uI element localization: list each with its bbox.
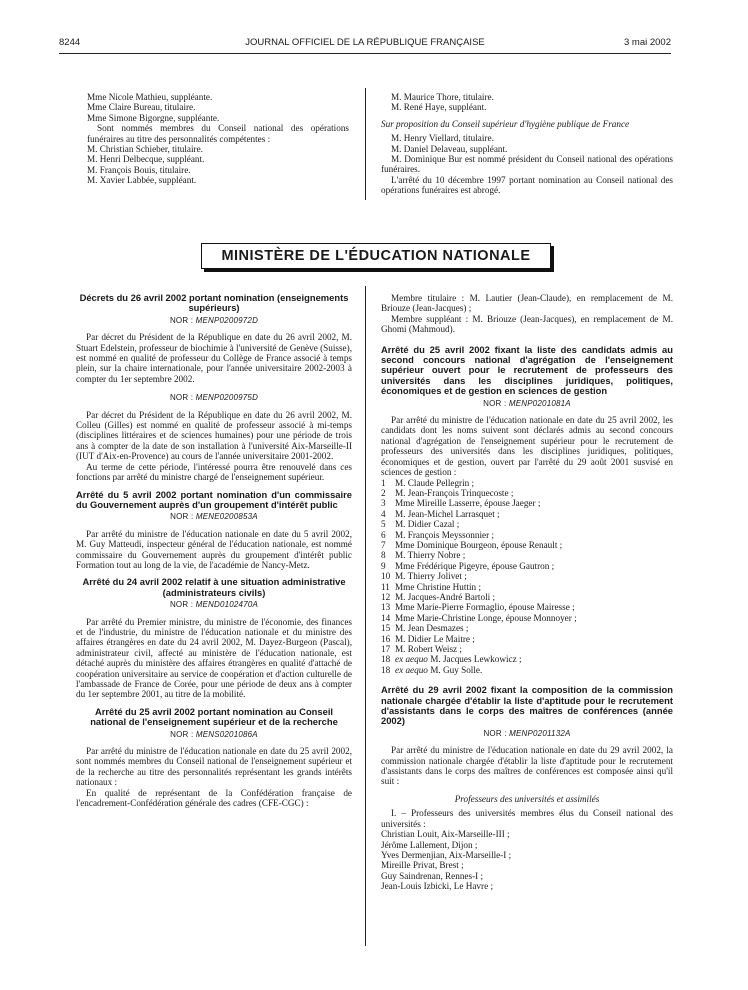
section-title: Décrets du 26 avril 2002 portant nomination (enseignements supérieurs) xyxy=(79,292,349,314)
nor-reference: NOR : MENP0201132A xyxy=(483,728,571,738)
section-title: Arrêté du 25 avril 2002 portant nomination au Conseil national de l'enseignement supérieur et de la recherche xyxy=(90,705,338,728)
list-item: 12 M. Jacques-André Bartoli ; xyxy=(381,591,496,602)
section-title: Arrêté du 24 avril 2002 relatif à une situation administrative (administrateurs civils) xyxy=(82,576,346,598)
list-item: 5 M. Didier Cazal ; xyxy=(381,519,460,530)
list-item: Christian Louit, Aix-Marseille-III ; xyxy=(381,829,510,840)
list-item: 3 Mme Mireille Lasserre, épouse Jaeger ; xyxy=(381,498,541,509)
paragraph: Par arrêté du ministre de l'éducation nationale en date du 29 avril 2002, la commission nationale chargée d'établir la liste d'aptitude pour le recrutement d'assistants dans le corps des maîtres de conférences est composée ainsi qu'il suit : xyxy=(381,745,673,787)
list-item: 4 M. Jean-Michel Larrasquet ; xyxy=(381,508,500,519)
page-number: 8244 xyxy=(59,37,81,48)
section-title: Arrêté du 5 avril 2002 portant nomination d'un commissaire du Gouvernement auprès d'un groupement d'intérêt public xyxy=(76,488,352,510)
list-item: 7 Mme Dominique Bourgeon, épouse Renault ; xyxy=(381,539,563,550)
list-item: 2 M. Jean-François Trinquecoste ; xyxy=(381,487,514,498)
paragraph: Membre titulaire : M. Lautier (Jean-Claude), en remplacement de M. Briouze (Jean-Jacques) ; xyxy=(381,293,673,314)
paragraph: L'arrêté du 10 décembre 1997 portant nomination au Conseil national des opérations funéraires est abrogé. xyxy=(381,174,673,196)
top-left-column xyxy=(87,92,349,186)
list-item: 9 Mme Frédérique Pigeyre, épouse Gautron ; xyxy=(381,560,555,571)
nor-reference: NOR : MENS0201086A xyxy=(170,729,258,739)
column-divider-main xyxy=(365,286,366,946)
list-item: 1 M. Claude Pellegrin ; xyxy=(381,477,475,488)
text-line: M. Maurice Thore, titulaire. xyxy=(391,92,494,102)
top-right-column xyxy=(381,92,673,196)
text-line: M. Henry Viellard, titulaire. xyxy=(391,133,494,144)
nor-reference: NOR : MENP0201081A xyxy=(483,398,571,408)
paragraph: Par arrêté du ministre de l'éducation nationale en date du 5 avril 2002, M. Guy Matteudi, inspecteur général de l'éducation nationale, est nommé commissaire du Gouvernement auprès du groupement d'intérêt public Formation tout au long de la vie, de l'académie de Nancy-Metz. xyxy=(76,528,352,570)
column-divider-top xyxy=(365,88,366,200)
left-column xyxy=(76,293,352,808)
nor-reference: NOR : MENP0200975D xyxy=(169,393,259,403)
text-line: Mme Nicole Mathieu, suppléante. xyxy=(87,92,213,102)
text-line: M. Christian Schieber, titulaire. xyxy=(87,144,203,155)
list-item: 18 ex aequo M. Jacques Lewkowicz ; xyxy=(381,654,522,665)
list-item: 6 M. François Meyssonnier ; xyxy=(381,529,495,540)
list-item: Jean-Louis Izbicki, Le Havre ; xyxy=(381,881,493,892)
list-item: 16 M. Didier Le Maitre ; xyxy=(381,633,475,644)
list-item: 15 M. Jean Desmazes ; xyxy=(381,623,469,634)
list-item: 17 M. Robert Weisz ; xyxy=(381,644,462,654)
nor-reference: NOR : MEND0102470A xyxy=(169,600,259,610)
nor-reference: NOR : MENE0200853A xyxy=(170,512,258,522)
list-item: Jérôme Lallement, Dijon ; xyxy=(381,839,478,850)
list-item: Guy Saindrenan, Rennes-I ; xyxy=(381,870,484,881)
text-line: Mme Simone Bigorgne, suppléante. xyxy=(87,112,220,123)
paragraph: Sont nommés membres du Conseil national des opérations funéraires au titre des personnalités compétentes : xyxy=(87,123,349,144)
text-line: M. René Haye, suppléant. xyxy=(391,102,487,113)
paragraph: Par décret du Président de la République en date du 26 avril 2002, M. Stuart Edelstein, professeur de biochimie à l'université de Genève (Suisse), est nommé en qualité de professeur du Collège de France associé à temps plein, sur la chaire internationale, pour l'année universitaire 2002-2003 à compter du 1er septembre 2002. xyxy=(76,332,352,384)
paragraph: M. Dominique Bur est nommé président du Conseil national des opérations funéraires. xyxy=(381,154,673,175)
text-line: M. Daniel Delaveau, suppléant. xyxy=(391,143,508,154)
section-title: Arrêté du 25 avril 2002 fixant la liste des candidats admis au second concours national d'agrégation de l'enseignement supérieur ouvert pour le recrutement de professeurs des universités dans les disciplines juridiques, politiques, économiques et de gestion en sciences de gestion xyxy=(381,343,673,397)
candidate-list xyxy=(381,478,673,676)
list-item: Yves Dermenjian, Aix-Marseille-I ; xyxy=(381,849,512,860)
list-item: 11 Mme Christine Huttin ; xyxy=(381,581,482,592)
paragraph: Par arrêté du ministre de l'éducation nationale en date du 25 avril 2002, sont nommés membres du Conseil national de l'enseignement supérieur et de la recherche au titre des personnalités représentant les grands intérêts nationaux : xyxy=(76,746,352,788)
text-line: M. François Bouis, titulaire. xyxy=(87,164,191,175)
paragraph: I. – Professeurs des universités membres élus du Conseil national des universités : xyxy=(381,808,673,829)
list-item: 8 M. Thierry Nobre ; xyxy=(381,550,466,561)
text-line: M. Henri Delbecque, suppléant. xyxy=(87,154,205,165)
list-item: 13 Mme Marie-Pierre Formaglio, épouse Mairesse ; xyxy=(381,602,575,613)
list-item: 14 Mme Marie-Christine Longe, épouse Monnoyer ; xyxy=(381,612,577,623)
issue-date: 3 mai 2002 xyxy=(623,37,671,48)
list-item: 18 ex aequo M. Guy Solle. xyxy=(381,664,483,675)
journal-title: JOURNAL OFFICIEL DE LA RÉPUBLIQUE FRANÇAISE xyxy=(245,37,485,48)
nor-reference: NOR : MENP0200972D xyxy=(169,315,259,325)
proposal-heading: Sur proposition du Conseil supérieur d'hygiène publique de France xyxy=(381,118,630,129)
paragraph: Au terme de cette période, l'intéressé pourra être renouvelé dans ces fonctions par arrêté du ministre chargé de l'enseignement supérieur. xyxy=(76,461,352,483)
paragraph: Membre suppléant : M. Briouze (Jean-Jacques), en remplacement de M. Ghomi (Mahmoud). xyxy=(381,313,673,335)
paragraph: Par décret du Président de la République en date du 26 avril 2002, M. Colleu (Gilles) est nommé en qualité de professeur associé à mi-temps (disciplines littéraires et de sciences humaines) pour une période de trois ans à compter de la date de son installation à l'université Aix-Marseille-II (IUT d'Aix-en-Provence) au cours de l'année universitaire 2001-2002. xyxy=(76,409,352,462)
right-column xyxy=(381,293,673,892)
text-line: M. Xavier Labbée, suppléant. xyxy=(87,175,197,186)
section-title: Arrêté du 29 avril 2002 fixant la composition de la commission nationale chargée d'établir la liste d'aptitude pour le recrutement d'assistants dans le corps des maîtres de conférences (année 2002) xyxy=(381,684,673,727)
subheading: Professeurs des universités et assimilés xyxy=(454,793,600,804)
list-item: 10 M. Thierry Jolivet ; xyxy=(381,571,467,582)
paragraph: Par arrêté du ministre de l'éducation nationale en date du 25 avril 2002, les candidats dont les noms suivent sont déclarés admis au second concours national d'agrégation de l'enseignement supérieur pour le recrutement de professeurs des universités dans les disciplines juridiques, politiques, économiques et de gestion, ouvert par l'arrêté du 29 août 2001 susvisé en sciences de gestion : xyxy=(381,415,673,478)
paragraph: Par arrêté du Premier ministre, du ministre de l'économie, des finances et de l'industrie, du ministre de l'éducation nationale et du ministre des affaires étrangères en date du 24 avril 2002, M. Dayez-Burgeon (Pascal), administrateur civil, affecté au ministère de l'éducation nationale, est détaché auprès du ministère des affaires étrangères en qualité d'attaché de coopération universitaire au service de coopération et d'action culturelle de l'ambassade de France de Corée, pour une période de deux ans à compter du 1er septembre 2001, au titre de la mobilité. xyxy=(76,616,352,700)
paragraph: En qualité de représentant de la Confédération française de l'encadrement-Confédération générale des cadres (CFE-CGC) : xyxy=(76,787,352,809)
header-rule xyxy=(59,53,671,54)
text-line: Mme Claire Bureau, titulaire. xyxy=(87,102,196,113)
list-item: Mireille Privat, Brest ; xyxy=(381,860,464,871)
ministry-banner: MINISTÈRE DE L'ÉDUCATION NATIONALE xyxy=(201,243,551,269)
